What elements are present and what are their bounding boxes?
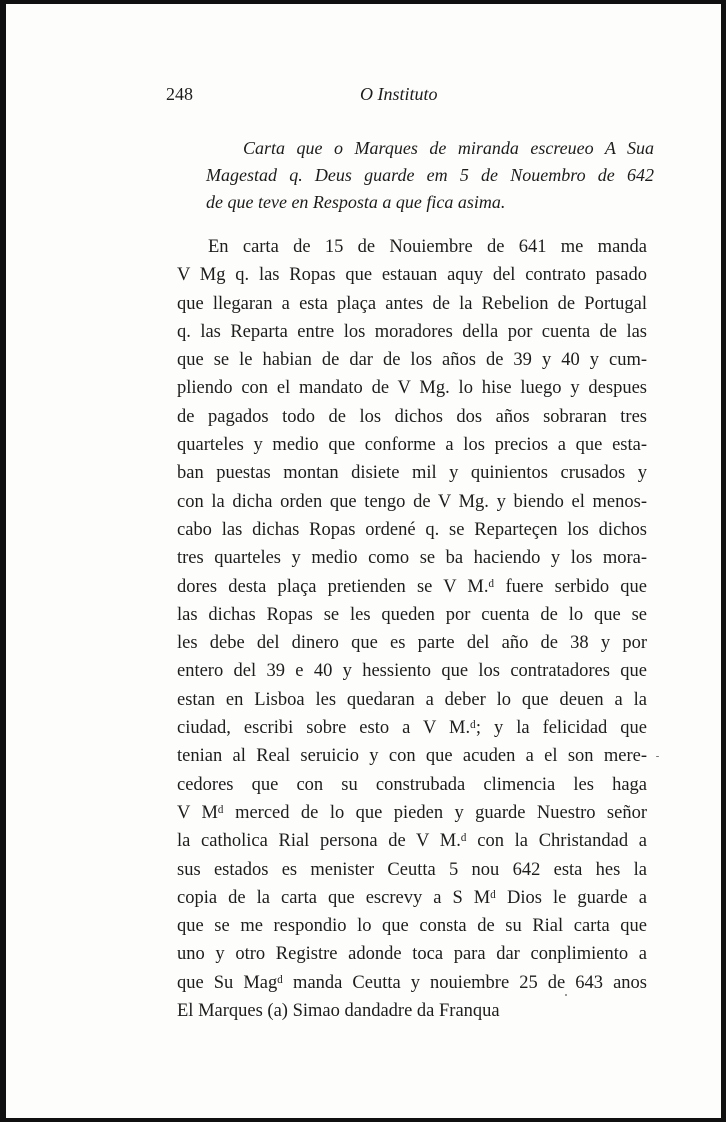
body-line: entero del 39 e 40 y hessiento que los contratadores que <box>177 661 647 682</box>
heading-line: de que teve en Resposta a que fica asima. <box>206 192 506 212</box>
body-line: que se me respondio lo que consta de su Rial carta que <box>177 916 647 937</box>
heading-line: Magestad q. Deus guarde em 5 de Nouembro de 642 <box>206 165 654 185</box>
letter-body <box>177 233 647 1025</box>
running-header <box>166 84 606 112</box>
body-line: ciudad, escribi sobre esto a V M.ᵈ; y la felicidad que <box>177 718 647 739</box>
body-line: V Mg q. las Ropas que estauan aquy del contrato pasado <box>177 265 647 286</box>
body-line: q. las Reparta entre los moradores della por cuenta de las <box>177 321 647 342</box>
heading-line: Carta que o Marques de miranda escreueo A Sua <box>243 138 654 158</box>
body-line: El Marques (a) Simao dandadre da Franqua <box>177 1001 500 1022</box>
body-line: con la dicha orden que tengo de V Mg. y biendo el menos- <box>177 491 647 512</box>
page-number: 248 <box>166 84 193 104</box>
body-line: cedores que con su construbada climencia les haga <box>177 774 647 795</box>
body-line: de pagados todo de los dichos dos años sobraran tres <box>177 406 647 427</box>
body-line: dores desta plaça pretienden se V M.ᵈ fuere serbido que <box>177 576 647 597</box>
body-line: V Mᵈ merced de lo que pieden y guarde Nuestro señor <box>177 802 647 823</box>
body-line: uno y otro Registre adonde toca para dar conplimiento a <box>177 944 647 965</box>
body-line: pliendo con el mandato de V Mg. lo hise luego y despues <box>177 378 647 399</box>
running-title: O Instituto <box>360 84 438 104</box>
paper-speck <box>656 756 659 757</box>
body-line: quarteles y medio que conforme a los precios a que esta- <box>177 435 647 456</box>
paper-speck <box>565 994 567 996</box>
body-line: que Su Magᵈ manda Ceutta y nouiembre 25 de 643 anos <box>177 972 647 993</box>
body-line: ban puestas montan disiete mil y quinientos crusados y <box>177 463 647 484</box>
body-line: las dichas Ropas se les queden por cuenta de lo que se <box>177 604 647 625</box>
body-line: la catholica Rial persona de V M.ᵈ con la Christandad a <box>177 831 647 852</box>
body-line: copia de la carta que escrevy a S Mᵈ Dios le guarde a <box>177 887 647 908</box>
body-line: que llegaran a esta plaça antes de la Rebelion de Portugal <box>177 293 647 314</box>
body-line: cabo las dichas Ropas ordené q. se Reparteçen los dichos <box>177 519 647 540</box>
body-line: les debe del dinero que es parte del año de 38 y por <box>177 633 647 654</box>
body-line: tenian al Real seruicio y con que acuden a el son mere- <box>177 746 647 767</box>
body-line: sus estados es menister Ceutta 5 nou 642 esta hes la <box>177 859 647 880</box>
letter-heading <box>206 135 654 216</box>
body-line: En carta de 15 de Nouiembre de 641 me manda <box>208 237 647 257</box>
body-line: que se le habian de dar de los años de 39 y 40 y cum- <box>177 350 647 371</box>
body-line: estan en Lisboa les quedaran a deber lo que deuen a la <box>177 689 647 710</box>
body-line: tres quarteles y medio como se ba haciendo y los mora- <box>177 548 647 569</box>
